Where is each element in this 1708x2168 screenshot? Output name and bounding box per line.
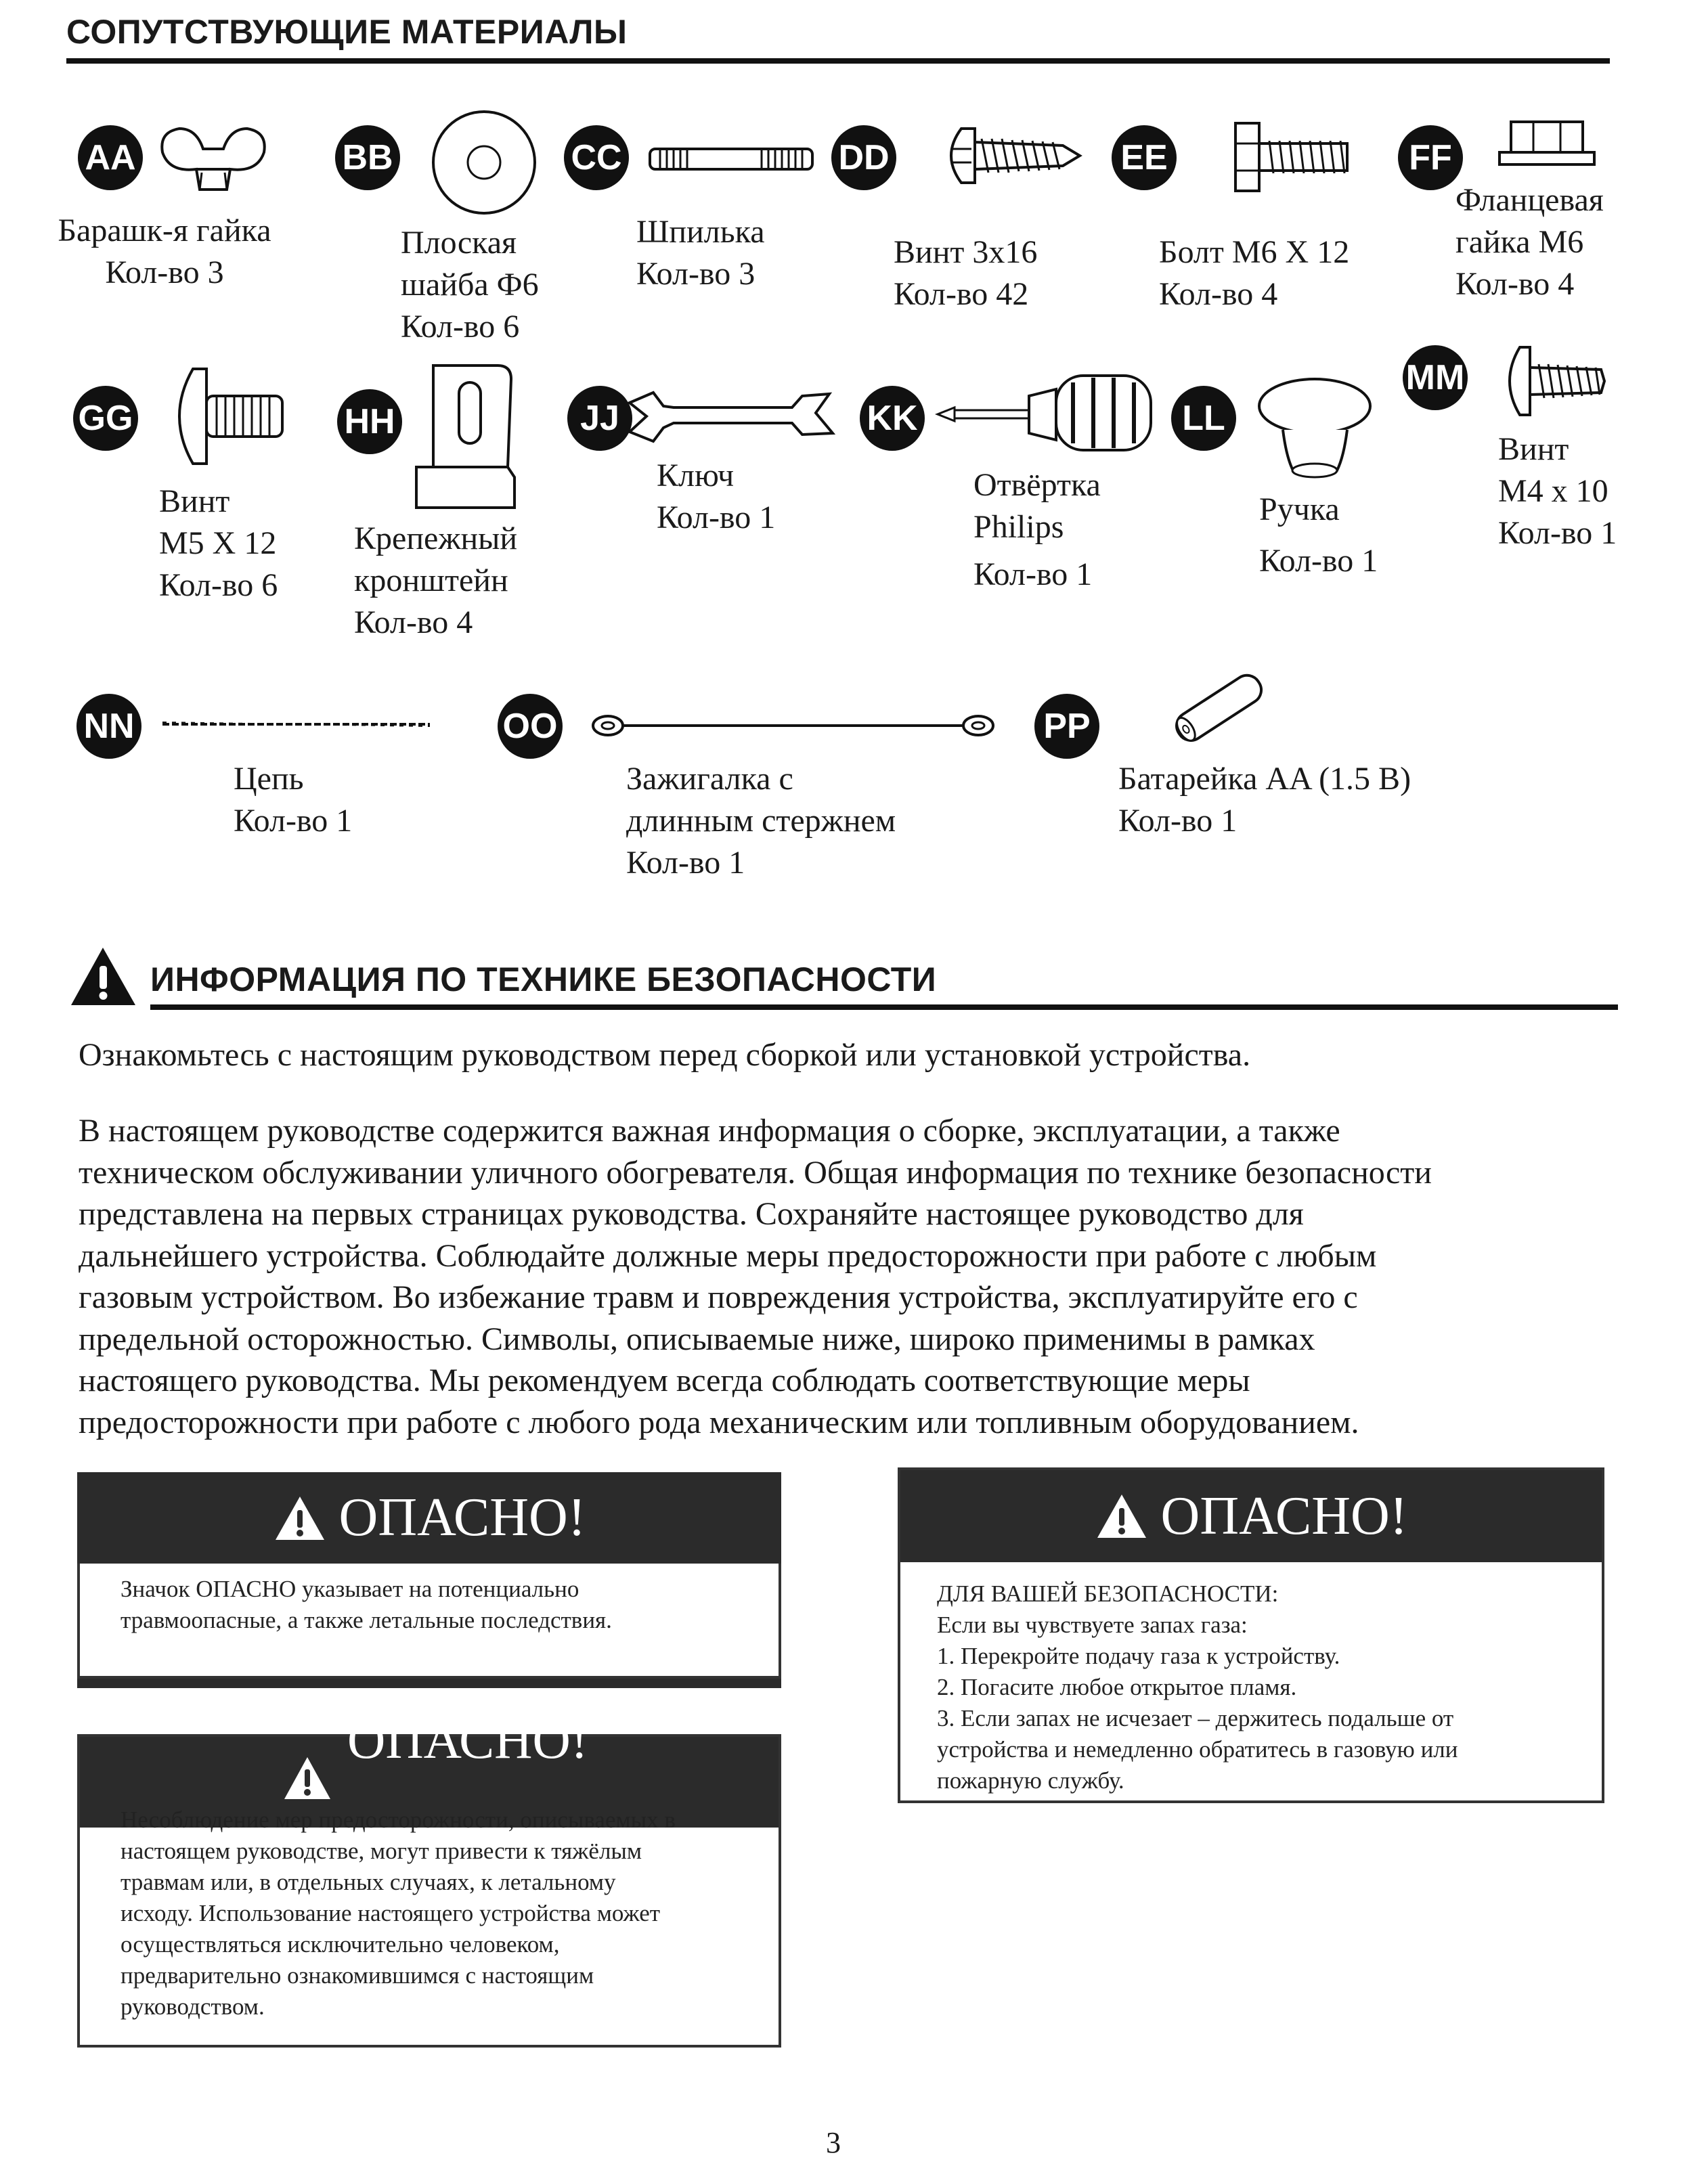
label-jj: Ключ Кол-во 1	[657, 458, 776, 535]
screwdriver-icon	[934, 366, 1158, 453]
badge-kk: KK	[860, 386, 925, 451]
danger-box-3	[898, 1467, 1604, 1803]
danger-box-1-text: Значок ОПАСНО указывает на потенциально травмоопасные, а также летальные последствия.	[121, 1576, 612, 1633]
safety-paragraph: В настоящем руководстве содержится важная информация о сборке, эксплуатации, а также техническом обслуживании уличного обогревателя. Общая информация по технике безопасности представлена на первых страницах руководства. Сохраняйте настоящее руководство для дальнейшего устройства. Соблюдайте должные меры предосторожности при работе с любым газовым устройством. Во избежание травм и повреждения устройства, эксплуатируйте его с предельной осторожностью. Символы, описываемые ниже, широко применимы в рамках настоящего руководства. Мы рекомендуем всегда соблюдать соответствующие меры предосторожности при работе с любого рода механическим или топливным оборудованием.	[79, 1113, 1432, 1440]
safety-intro: Ознакомьтесь с настоящим руководством перед сборкой или установкой устройства.	[79, 1037, 1251, 1073]
hex-bolt-icon	[1229, 116, 1351, 198]
badge-hh: HH	[337, 389, 402, 454]
label-mm: Винт M4 x 10 Кол-во 1	[1498, 431, 1617, 551]
page-number: 3	[826, 2126, 841, 2159]
label-dd: Винт 3x16 Кол-во 42	[894, 234, 1038, 312]
flange-nut-icon	[1496, 115, 1598, 169]
badge-ll: LL	[1171, 386, 1236, 451]
screw-m4-icon	[1499, 344, 1608, 418]
screw-m5-icon	[166, 366, 288, 467]
danger-box-2-text: Несоблюдение мер предосторожности, описываемых в настоящем руководстве, могут привести к тяжёлым травмам или, в отдельных случаях, к летальному исходу. Использование настоящего устройства может осуществляться исключительно человеком, предварительно ознакомившимся с настоящим руководством.	[121, 1807, 676, 2020]
danger-box-3-text: ДЛЯ ВАШЕЙ БЕЗОПАСНОСТИ: Если вы чувствуете запах газа: 1. Перекройте подачу газа к устройству. 2. Погасите любое открытое пламя. 3. Если запах не исчезает – держитесь подальше от устройства и немедленно обратитесь в газовую или пожарную службу.	[937, 1580, 1458, 1794]
wing-nut-icon	[156, 118, 271, 203]
danger-box-2	[77, 1710, 781, 2048]
danger-box-3-header: ОПАСНО!	[900, 1470, 1602, 1562]
label-ff: Фланцевая гайка M6 Кол-во 4	[1455, 182, 1604, 302]
safety-title: ИНФОРМАЦИЯ ПО ТЕХНИКЕ БЕЗОПАСНОСТИ	[150, 960, 937, 998]
warning-icon	[273, 1494, 327, 1543]
label-ll: Ручка Кол-во 1	[1259, 491, 1378, 579]
materials-rule	[66, 58, 1610, 64]
danger-box-1-header: ОПАСНО!	[77, 1472, 781, 1564]
label-hh: Крепежный кронштейн Кол-во 4	[354, 521, 518, 640]
danger-box-1-bottom-bar	[77, 1679, 781, 1688]
label-aa: Барашк-я гайка Кол-во 3	[58, 213, 271, 290]
badge-gg: GG	[73, 386, 138, 451]
long-lighter-rod-icon	[589, 711, 999, 741]
label-nn: Цепь Кол-во 1	[234, 761, 353, 839]
badge-cc: CC	[564, 125, 629, 190]
label-bb: Плоская шайба Ф6 Кол-во 6	[401, 225, 539, 345]
badge-jj: JJ	[567, 386, 632, 451]
flat-washer-icon	[430, 108, 538, 217]
chain-icon	[159, 714, 437, 734]
label-kk: Отвёртка Philips Кол-во 1	[973, 467, 1101, 592]
label-gg: Винт M5 X 12 Кол-во 6	[159, 483, 278, 603]
label-pp: Батарейка AA (1.5 В) Кол-во 1	[1118, 761, 1411, 839]
screw-icon	[941, 122, 1083, 190]
warning-icon	[1095, 1492, 1149, 1541]
warning-icon	[282, 1754, 333, 1802]
badge-dd: DD	[831, 125, 896, 190]
badge-oo: OO	[498, 694, 563, 759]
label-ee: Болт M6 X 12 Кол-во 4	[1159, 234, 1350, 312]
materials-title: СОПУТСТВУЮЩИЕ МАТЕРИАЛЫ	[66, 13, 628, 51]
badge-pp: PP	[1034, 694, 1099, 759]
badge-ee: EE	[1112, 125, 1177, 190]
safety-rule	[150, 1004, 1618, 1010]
mounting-bracket-icon	[406, 359, 528, 518]
badge-mm: MM	[1403, 345, 1468, 410]
badge-aa: AA	[78, 125, 143, 190]
label-cc: Шпилька Кол-во 3	[636, 214, 765, 292]
stud-bolt-icon	[647, 139, 816, 179]
warning-triangle-icon	[68, 944, 139, 1009]
aa-battery-icon	[1164, 670, 1273, 745]
wrench-icon	[626, 386, 836, 447]
knob-icon	[1256, 376, 1374, 481]
label-oo: Зажигалка с длинным стержнем Кол-во 1	[626, 761, 896, 881]
badge-nn: NN	[76, 694, 141, 759]
danger-box-1	[77, 1472, 781, 1689]
badge-ff: FF	[1398, 125, 1463, 190]
danger-box-2-title: ОПАСНО!	[347, 1710, 588, 1765]
badge-bb: BB	[335, 125, 400, 190]
